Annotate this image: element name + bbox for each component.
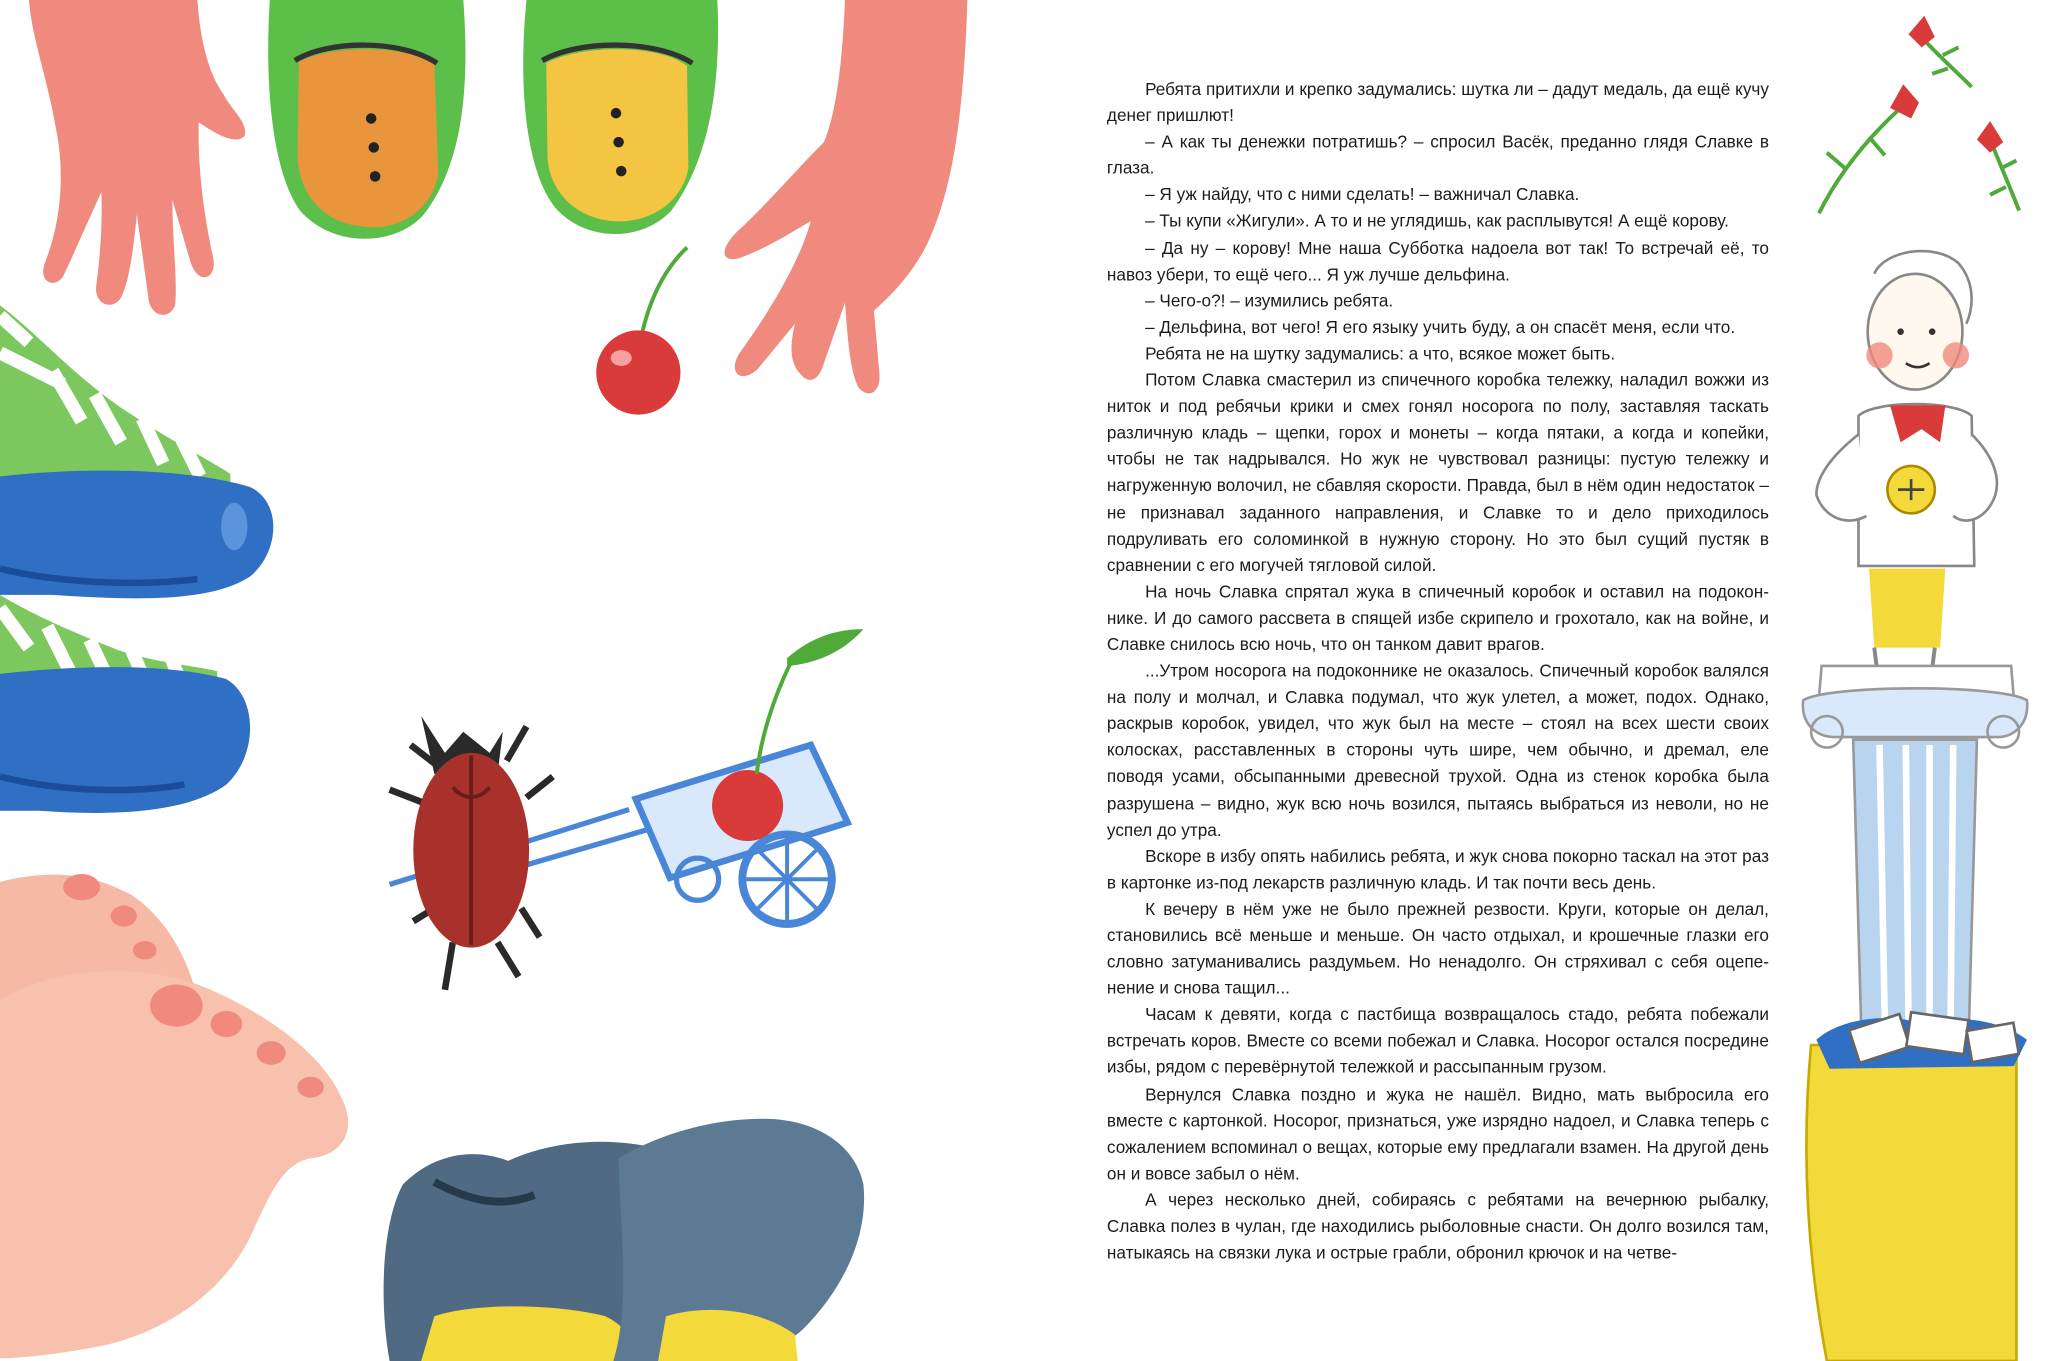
paragraph: – Да ну – корову! Мне наша Субботка надоела вот так! То встречай её, то навоз убери, то ещё чего... Я уж лучше дельфина.	[1106, 237, 1769, 284]
boy-with-medal-icon	[1816, 251, 1997, 669]
paragraph: К вечеру в нём уже не было прежней резвости. Круги, которые он делал, становились всё меньше и меньше. Он часто отдыхал, и крошечные глазки его словно затуманивались раздумьем. Но ненадолго. Он стряхивал с себя оцепенение и снова тащил...	[1106, 898, 1769, 998]
paragraph: Потом Славка смастерил из спичечного коробка тележку, наладил вожжи из ниток и под ребячьи крики и смех гонял носорога по полу, заставляя таскать различную кладь – щепки, горох и монеты – когда пятаки, а когда и копейки, чтобы не так надрывался. Но жук не чувствовал разницы: пустую тележку и нагруженную волочил, не сбавляя скорости. Правда, был в нём один недостаток – не признавал заданного направления, и Славке то и дело приходилось подруливать его соломинкой в нужную сторону. Но это был сущий пустяк в сравнении с его могучей тягловой силой.	[1106, 369, 1769, 575]
paragraph: – Я уж найду, что с ними сделать! – важничал Славка.	[1145, 184, 1580, 205]
flower-icon	[1819, 16, 2019, 213]
paragraph: Ребята не на шутку задумались: а что, всякое может быть.	[1145, 343, 1616, 364]
paragraph: А через несколько дней, собираясь с ребятами на вечернюю рыбалку, Славка полез в чулан, где находились рыболовные снасти. Он долго возился там, натыкаясь на связки лука и острые грабли, обронил крючок и на четве-	[1106, 1189, 1769, 1263]
paragraph: ...Утром носорога на подоконнике не оказалось. Спичечный коробок валялся на полу и молчал, и Славка подумал, что жук улетел, а может, подох. Однако, раскрыв коробок, увидел, что жук был на месте – стоял на всех шести своих колосках, расставленных в стороны чуть шире, чем обычно, и дремал, еле поводя усами, обсыпанными древесной трухой. Одна из стенок коробка была разрушена – видно, жук всю ночь возился, пытаясь выбраться из неволи, но не успел до утра.	[1106, 660, 1769, 840]
paragraph: – А как ты денежки потратишь? – спросил Васёк, преданно глядя Славке в глаза.	[1106, 131, 1769, 179]
paragraph: Часам к девяти, когда с пастбища возвращалось стадо, ребята побежали встречать коров. Вместе со всеми побежал и Славка. Носорог остался посредине избы, рядом с перевёрнутой тележкой и рассыпанным грузом.	[1106, 1004, 1769, 1078]
yellow-urn-icon	[1806, 1012, 2027, 1361]
paragraph: Ребята притихли и крепко задумались: шутка ли – дадут медаль, да ещё кучу денег пришлют!	[1106, 78, 1769, 126]
paragraph: – Ты купи «Жигули». А то и не углядишь, как расплывутся! А ещё корову.	[1145, 211, 1729, 231]
paragraph: – Дельфина, вот чего! Я его языку учить буду, а он спасёт меня, если что.	[1145, 316, 1736, 337]
column-pedestal-icon	[1803, 666, 2027, 1024]
story-text	[1107, 76, 1769, 1266]
paragraph: Вскоре в избу опять набились ребята, и жук снова покорно таскал на этот раз в картонке из-под лекарств различную кладь. И так почти весь день.	[1106, 845, 1769, 893]
paragraph: Вернулся Славка поздно и жука не нашёл. Видно, мать выбросила его вместе с картонкой. Носорог, признаться, уже изрядно надоел, и Славка теперь с сожалением вспоминал о вещах, которые ему предлагали взамен. На другой день он и вовсе забыл о нём.	[1106, 1083, 1769, 1184]
paragraph: На ночь Славка спрятал жука в спичечный коробок и оставил на подоконнике. И до самого рассвета в спящей избе скрипело и грохотало, как на войне, и Славке снилось всю ночь, что он танком давит врагов.	[1106, 581, 1769, 655]
paragraph: – Чего-о?! – изумились ребята.	[1145, 290, 1394, 311]
